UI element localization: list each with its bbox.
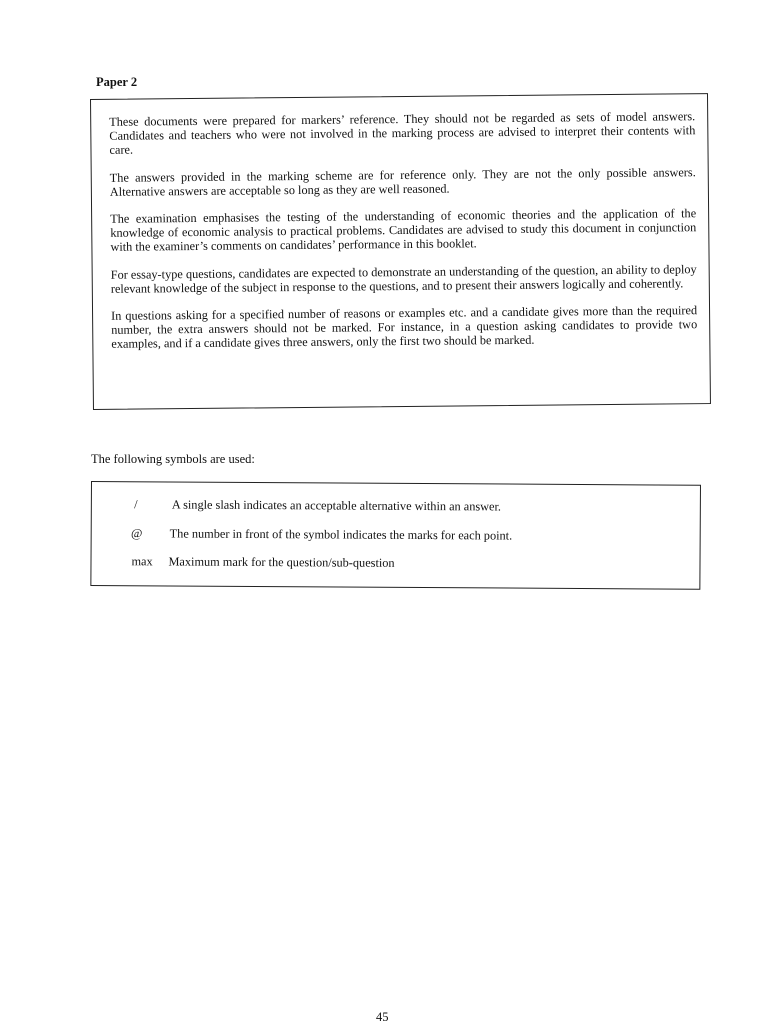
symbols-legend-box	[90, 481, 701, 590]
page-title: Paper 2	[96, 75, 138, 89]
note-paragraph: The answers provided in the marking scheme are for reference only. They are not the only possible answers. Alternative answers are acceptable so long as they are well reasoned.	[109, 164, 696, 199]
note-paragraph: For essay-type questions, candidates are expected to demonstrate an understanding of the question, an ability to deploy relevant knowledge of the subject in response to the questions, and to present their answers logically and coherently.	[110, 261, 697, 296]
page-number: 45	[376, 1010, 389, 1024]
marker-notes-box	[90, 93, 711, 410]
symbol-description: Maximum mark for the question/sub-question	[168, 554, 395, 570]
symbols-intro: The following symbols are used:	[91, 452, 255, 466]
symbol-glyph: /	[134, 497, 138, 512]
symbol-description: The number in front of the symbol indicates the marks for each point.	[169, 526, 513, 543]
symbol-glyph: max	[131, 554, 153, 569]
note-paragraph: The examination emphasises the testing of the understanding of economic theories and the application of the knowledge of economic analysis to practical problems. Candidates are advised to study this document in conjunction with the examiner’s comments on candidates’ performance in this booklet.	[110, 206, 697, 255]
note-paragraph: These documents were prepared for markers’ reference. They should not be regarded as sets of model answers. Candidates and teachers who were not involved in the marking process are advised to interpret their contents with care.	[109, 109, 696, 158]
symbol-glyph: @	[130, 526, 143, 541]
note-paragraph: In questions asking for a specified number of reasons or examples etc. and a candidate gives more than the required number, the extra answers should not be marked. For instance, in a question asking candidates to provide two examples, and if a candidate gives three answers, only the first two should be marked.	[111, 303, 698, 352]
symbol-description: A single slash indicates an acceptable alternative within an answer.	[171, 497, 502, 514]
